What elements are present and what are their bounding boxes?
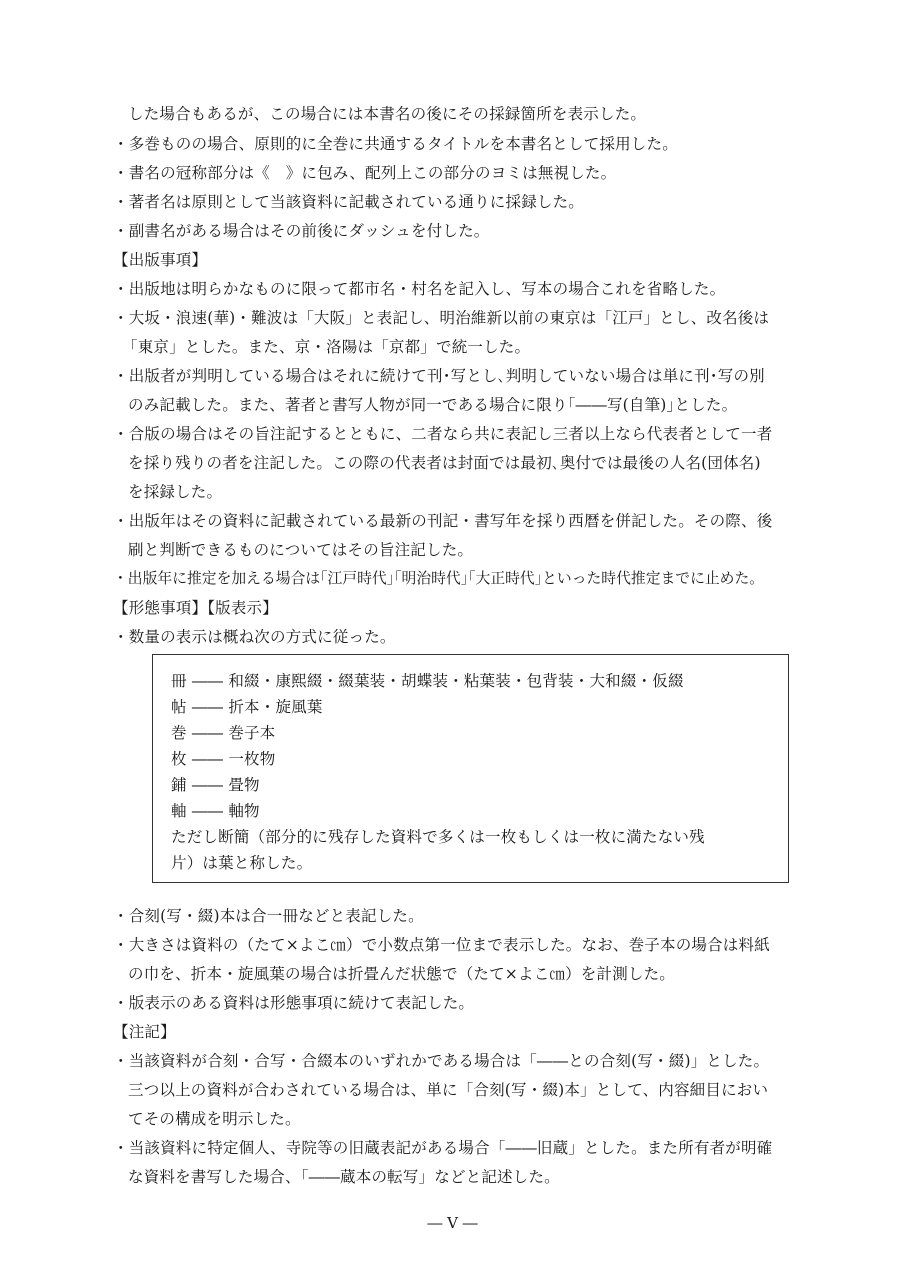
text-line: を採録した。 — [128, 483, 223, 501]
section-heading: 【形態事項】【版表示】 — [113, 599, 278, 617]
text-line: を採り残りの者を注記した。この際の代表者は封面では最初､奥付では最後の人名(団体名) — [128, 454, 761, 472]
text-line: ・合版の場合はその旨注記するとともに、二者なら共に表記し三者以上なら代表者として一者 — [113, 425, 773, 443]
text-line: 「東京」とした。また、京・洛陽は「京都」で統一した。 — [122, 338, 531, 356]
box-line: 片）は葉と称した。 — [171, 854, 313, 872]
text-line: ・当該資料に特定個人、寺院等の旧蔵表記がある場合「――旧蔵」とした。また所有者が明確 — [113, 1139, 773, 1157]
text-line: ・当該資料が合刻・合写・合綴本のいずれかである場合は「――との合刻(写・綴)」とした。 — [113, 1052, 770, 1070]
text-line: した場合もあるが、この場合には本書名の後にその採録箇所を表示した。 — [128, 105, 647, 123]
page-number: ― V ― — [427, 1214, 478, 1232]
text-line: ・出版地は明らかなものに限って都市名・村名を記入し、写本の場合これを省略した。 — [113, 280, 726, 298]
box-line: ただし断簡（部分的に残存した資料で多くは一枚もしくは一枚に満たない残 — [171, 828, 705, 846]
text-line: ・大きさは資料の（たて×よこ㎝）で小数点第一位まで表示した。なお、巻子本の場合は料紙 — [113, 936, 770, 954]
text-line: てその構成を明示した。 — [128, 1110, 301, 1128]
text-line: 刷と判断できるものについてはその旨注記した。 — [128, 541, 474, 559]
box-line: 帖 ―― 折本・旋風葉 — [171, 698, 323, 716]
text-line: ・書名の冠称部分は《 》に包み、配列上この部分のヨミは無視した。 — [113, 164, 617, 182]
section-heading: 【注記】 — [113, 1023, 176, 1041]
text-line: ・版表示のある資料は形態事項に続けて表記した。 — [113, 994, 475, 1012]
text-line: の巾を、折本・旋風葉の場合は折畳んだ状態で（たて×よこ㎝）を計測した。 — [128, 965, 675, 983]
box-line: 冊 ―― 和綴・康熙綴・綴葉装・胡蝶装・粘葉装・包背装・大和綴・仮綴 — [171, 672, 684, 690]
text-line: な資料を書写した場合、「――蔵本の転写」などと記述した。 — [128, 1168, 560, 1186]
section-heading: 【出版事項】 — [113, 251, 208, 269]
text-line: ・出版者が判明している場合はそれに続けて刊･写とし､判明していない場合は単に刊･写の別 — [113, 367, 765, 385]
text-line: ・著者名は原則として当該資料に記載されている通りに採録した。 — [113, 193, 585, 211]
box-line: 巻 ―― 巻子本 — [171, 724, 276, 742]
text-line: ・多巻ものの場合、原則的に全巻に共通するタイトルを本書名として採用した。 — [113, 135, 678, 153]
text-line: ・副書名がある場合はその前後にダッシュを付した。 — [113, 222, 490, 240]
box-line: 枚 ―― 一枚物 — [171, 750, 276, 768]
binding-format-box — [152, 654, 789, 883]
text-line: ・出版年はその資料に記載されている最新の刊記・書写年を採り西暦を併記した。その際、後 — [113, 512, 773, 530]
text-line: 三つ以上の資料が合わされている場合は、単に「合刻(写・綴)本」として、内容細目におい — [128, 1081, 769, 1099]
text-line: ・数量の表示は概ね次の方式に従った。 — [113, 628, 396, 646]
box-line: 鋪 ―― 畳物 — [171, 776, 260, 794]
text-line: ・出版年に推定を加える場合は｢江戸時代｣｢明治時代｣｢大正時代｣といった時代推定までに止めた。 — [113, 570, 765, 587]
text-line: ・大坂・浪速(華)・難波は「大阪」と表記し、明治維新以前の東京は「江戸」とし、改名後は — [113, 309, 770, 327]
box-line: 軸 ―― 軸物 — [171, 802, 260, 820]
text-line: ・合刻(写・綴)本は合一冊などと表記した。 — [113, 907, 424, 925]
text-line: のみ記載した。また、著者と書写人物が同一である場合に限り｢――写(自筆)｣とした。 — [128, 396, 738, 414]
